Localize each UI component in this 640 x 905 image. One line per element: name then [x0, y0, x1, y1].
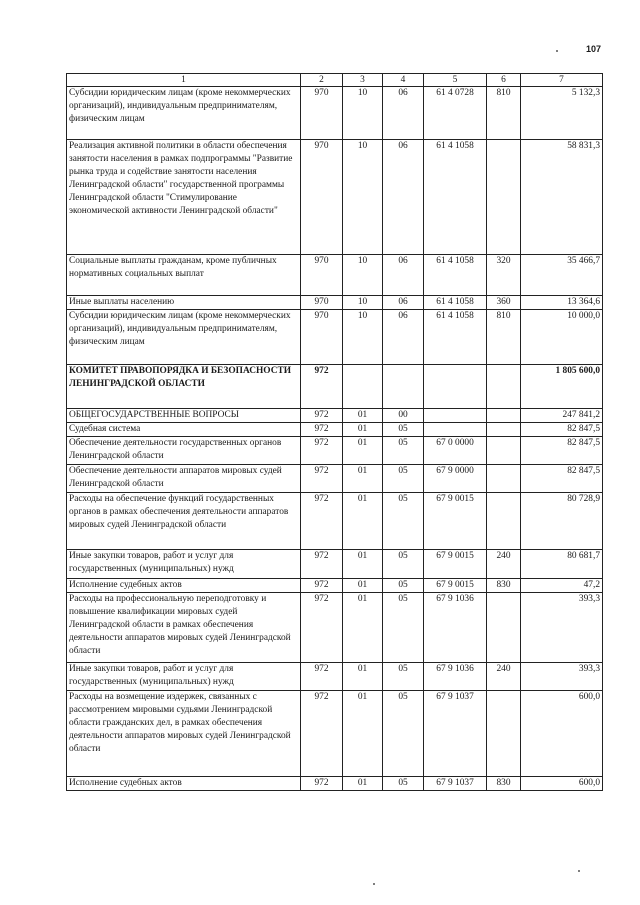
row-description: ОБЩЕГОСУДАРСТВЕННЫЕ ВОПРОСЫ	[67, 409, 301, 423]
table-body	[67, 87, 603, 791]
row-ministry-code: 970	[301, 296, 343, 310]
row-expense-type: 240	[487, 663, 521, 691]
row-subsection: 05	[383, 550, 424, 579]
row-description: Исполнение судебных актов	[67, 579, 301, 593]
row-target-article: 61 4 1058	[424, 296, 487, 310]
row-section: 01	[343, 663, 383, 691]
table-row	[67, 140, 603, 255]
row-amount: 80 681,7	[521, 550, 603, 579]
table-row	[67, 437, 603, 465]
row-ministry-code: 972	[301, 409, 343, 423]
row-ministry-code: 972	[301, 423, 343, 437]
table-row	[67, 296, 603, 310]
row-amount: 1 805 600,0	[521, 365, 603, 409]
row-subsection: 05	[383, 437, 424, 465]
row-target-article: 61 4 1058	[424, 255, 487, 296]
row-section: 01	[343, 777, 383, 791]
row-expense-type: 830	[487, 777, 521, 791]
row-target-article: 67 9 0015	[424, 579, 487, 593]
row-subsection: 05	[383, 579, 424, 593]
row-section: 01	[343, 579, 383, 593]
row-ministry-code: 972	[301, 365, 343, 409]
row-amount: 82 847,5	[521, 437, 603, 465]
row-expense-type	[487, 409, 521, 423]
row-subsection: 06	[383, 87, 424, 140]
row-amount: 393,3	[521, 663, 603, 691]
row-expense-type: 240	[487, 550, 521, 579]
table-row	[67, 691, 603, 777]
table-row	[67, 409, 603, 423]
row-target-article: 67 9 0015	[424, 493, 487, 550]
row-expense-type: 320	[487, 255, 521, 296]
table-row	[67, 423, 603, 437]
row-section: 01	[343, 493, 383, 550]
row-description: Судебная система	[67, 423, 301, 437]
budget-table	[66, 73, 603, 791]
row-description: Иные выплаты населению	[67, 296, 301, 310]
row-amount: 600,0	[521, 691, 603, 777]
row-expense-type	[487, 437, 521, 465]
row-expense-type	[487, 140, 521, 255]
scan-speck	[373, 883, 375, 885]
row-section: 01	[343, 550, 383, 579]
row-subsection: 05	[383, 593, 424, 663]
row-description: Расходы на обеспечение функций государственных органов в рамках обеспечения деятельности аппаратов мировых судей Ленинградской области	[67, 493, 301, 550]
scan-speck	[556, 50, 558, 52]
table-row	[67, 579, 603, 593]
table-row	[67, 310, 603, 365]
row-amount: 47,2	[521, 579, 603, 593]
row-section: 10	[343, 296, 383, 310]
row-subsection: 05	[383, 663, 424, 691]
row-subsection: 05	[383, 493, 424, 550]
row-amount: 35 466,7	[521, 255, 603, 296]
column-header: 1	[67, 74, 301, 87]
table-row	[67, 365, 603, 409]
row-section: 10	[343, 87, 383, 140]
row-description: Реализация активной политики в области обеспечения занятости населения в рамках подпрограммы "Развитие рынка труда и содействие занятости населения Ленинградской области" государственной программы Ленинградской области "Стимулирование экономической активности Ленинградской области"	[67, 140, 301, 255]
row-target-article	[424, 365, 487, 409]
row-ministry-code: 970	[301, 140, 343, 255]
row-section: 10	[343, 140, 383, 255]
row-section: 01	[343, 691, 383, 777]
row-target-article: 67 9 0015	[424, 550, 487, 579]
row-ministry-code: 972	[301, 579, 343, 593]
row-amount: 82 847,5	[521, 465, 603, 493]
row-amount: 13 364,6	[521, 296, 603, 310]
row-target-article: 61 4 0728	[424, 87, 487, 140]
row-ministry-code: 970	[301, 255, 343, 296]
row-target-article	[424, 409, 487, 423]
row-ministry-code: 970	[301, 87, 343, 140]
row-target-article: 67 9 0000	[424, 465, 487, 493]
row-target-article	[424, 423, 487, 437]
row-ministry-code: 972	[301, 593, 343, 663]
scan-speck	[578, 870, 580, 872]
table-row	[67, 255, 603, 296]
row-section: 01	[343, 593, 383, 663]
row-target-article: 61 4 1058	[424, 140, 487, 255]
row-expense-type	[487, 691, 521, 777]
row-amount: 600,0	[521, 777, 603, 791]
row-amount: 82 847,5	[521, 423, 603, 437]
row-subsection: 06	[383, 296, 424, 310]
table-row	[67, 593, 603, 663]
row-subsection: 06	[383, 310, 424, 365]
row-section: 01	[343, 465, 383, 493]
row-description: Исполнение судебных актов	[67, 777, 301, 791]
row-target-article: 61 4 1058	[424, 310, 487, 365]
row-amount: 393,3	[521, 593, 603, 663]
row-section: 01	[343, 437, 383, 465]
table-row	[67, 777, 603, 791]
table-header-row	[67, 74, 603, 87]
row-expense-type: 810	[487, 310, 521, 365]
row-amount: 10 000,0	[521, 310, 603, 365]
row-subsection: 00	[383, 409, 424, 423]
row-ministry-code: 972	[301, 691, 343, 777]
row-ministry-code: 970	[301, 310, 343, 365]
row-target-article: 67 9 1036	[424, 663, 487, 691]
row-amount: 58 831,3	[521, 140, 603, 255]
table-row	[67, 550, 603, 579]
column-header: 7	[521, 74, 603, 87]
row-amount: 5 132,3	[521, 87, 603, 140]
row-subsection: 05	[383, 465, 424, 493]
row-expense-type	[487, 465, 521, 493]
row-description: Обеспечение деятельности государственных органов Ленинградской области	[67, 437, 301, 465]
row-subsection: 05	[383, 691, 424, 777]
row-description: Субсидии юридическим лицам (кроме некоммерческих организаций), индивидуальным предпринимателям, физическим лицам	[67, 310, 301, 365]
row-description: КОМИТЕТ ПРАВОПОРЯДКА И БЕЗОПАСНОСТИ ЛЕНИНГРАДСКОЙ ОБЛАСТИ	[67, 365, 301, 409]
row-expense-type: 810	[487, 87, 521, 140]
row-section: 01	[343, 423, 383, 437]
row-amount: 247 841,2	[521, 409, 603, 423]
row-expense-type	[487, 423, 521, 437]
row-target-article: 67 9 1037	[424, 691, 487, 777]
row-target-article: 67 0 0000	[424, 437, 487, 465]
row-target-article: 67 9 1036	[424, 593, 487, 663]
row-description: Субсидии юридическим лицам (кроме некоммерческих организаций), индивидуальным предпринимателям, физическим лицам	[67, 87, 301, 140]
column-header: 3	[343, 74, 383, 87]
row-description: Иные закупки товаров, работ и услуг для государственных (муниципальных) нужд	[67, 550, 301, 579]
row-ministry-code: 972	[301, 437, 343, 465]
row-ministry-code: 972	[301, 493, 343, 550]
row-expense-type	[487, 493, 521, 550]
row-subsection: 05	[383, 423, 424, 437]
column-header: 6	[487, 74, 521, 87]
row-description: Социальные выплаты гражданам, кроме публичных нормативных социальных выплат	[67, 255, 301, 296]
row-expense-type	[487, 365, 521, 409]
page-number: 107	[586, 44, 602, 54]
table-row	[67, 663, 603, 691]
row-expense-type	[487, 593, 521, 663]
column-header: 4	[383, 74, 424, 87]
table-row	[67, 465, 603, 493]
row-ministry-code: 972	[301, 663, 343, 691]
column-header: 5	[424, 74, 487, 87]
row-subsection: 06	[383, 140, 424, 255]
row-expense-type: 830	[487, 579, 521, 593]
row-expense-type: 360	[487, 296, 521, 310]
table-row	[67, 493, 603, 550]
row-ministry-code: 972	[301, 465, 343, 493]
row-section: 01	[343, 409, 383, 423]
row-target-article: 67 9 1037	[424, 777, 487, 791]
row-section: 10	[343, 310, 383, 365]
row-ministry-code: 972	[301, 777, 343, 791]
row-description: Обеспечение деятельности аппаратов мировых судей Ленинградской области	[67, 465, 301, 493]
row-section: 10	[343, 255, 383, 296]
row-subsection: 06	[383, 255, 424, 296]
row-subsection: 05	[383, 777, 424, 791]
row-section	[343, 365, 383, 409]
row-ministry-code: 972	[301, 550, 343, 579]
row-description: Расходы на возмещение издержек, связанных с рассмотрением мировыми судьями Ленинградской области гражданских дел, в рамках обеспечения деятельности аппаратов мировых судей Ленинградской области	[67, 691, 301, 777]
row-amount: 80 728,9	[521, 493, 603, 550]
row-description: Иные закупки товаров, работ и услуг для государственных (муниципальных) нужд	[67, 663, 301, 691]
row-description: Расходы на профессиональную переподготовку и повышение квалификации мировых судей Ленинградской области в рамках обеспечения деятельности аппаратов мировых судей Ленинградской области	[67, 593, 301, 663]
column-header: 2	[301, 74, 343, 87]
row-subsection	[383, 365, 424, 409]
table-row	[67, 87, 603, 140]
